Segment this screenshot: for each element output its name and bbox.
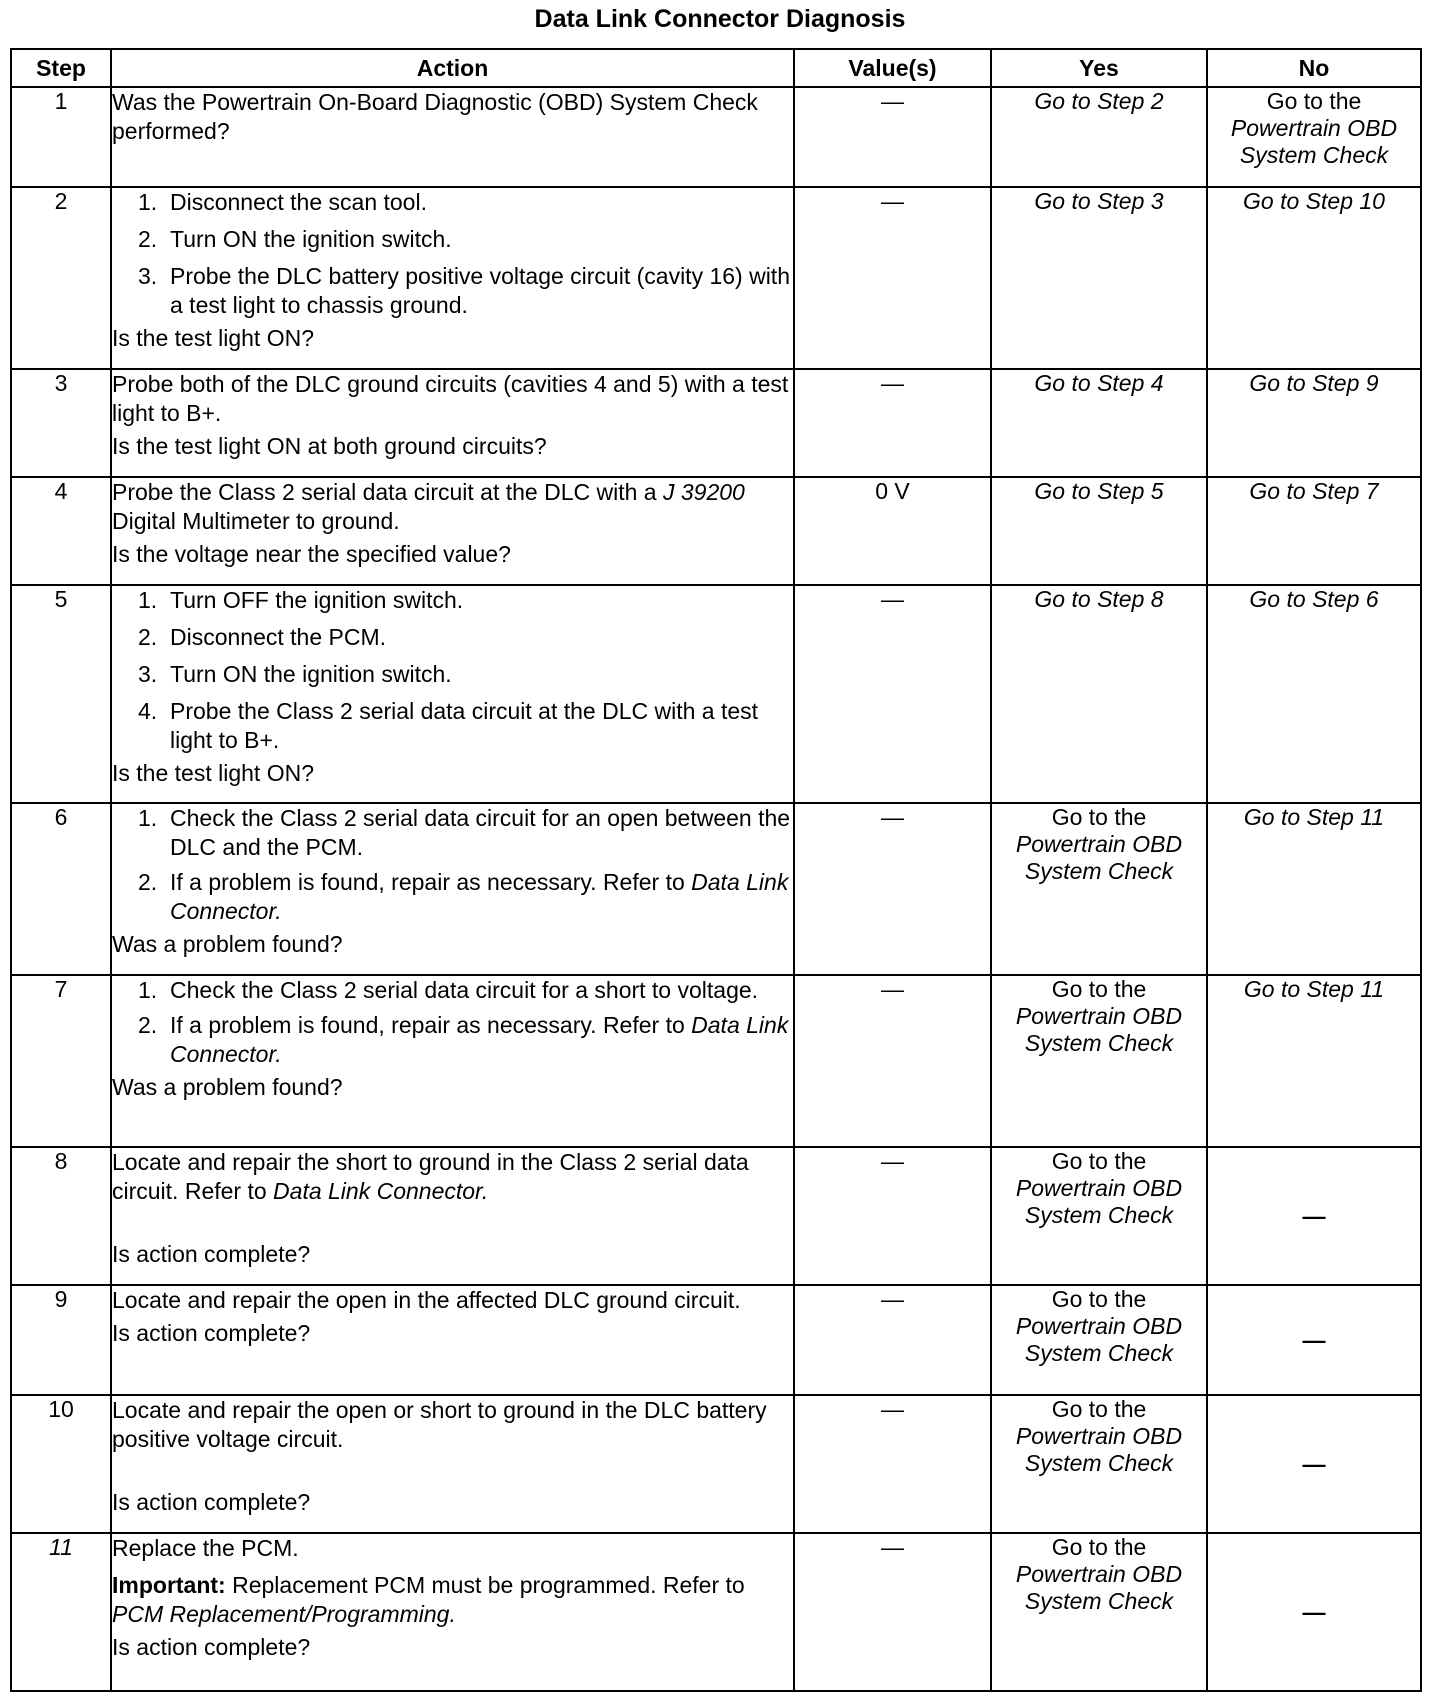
value-cell: — bbox=[794, 1147, 991, 1285]
list-number: 3. bbox=[138, 661, 158, 687]
list-number: 3. bbox=[138, 263, 158, 289]
table-row bbox=[11, 1533, 1421, 1691]
action-question: Is the test light ON? bbox=[112, 760, 314, 786]
action-text-pre: Probe the Class 2 serial data circuit at the DLC with a bbox=[112, 479, 657, 505]
step-number: 1 bbox=[11, 87, 111, 187]
list-text: Turn ON the ignition switch. bbox=[170, 226, 452, 252]
spacer bbox=[112, 1206, 793, 1236]
table-row bbox=[11, 1395, 1421, 1533]
action-cell bbox=[111, 1147, 794, 1285]
value-cell: — bbox=[794, 1285, 991, 1395]
list-text: Probe the DLC battery positive voltage circuit (cavity 16) with a test light to chassis ground. bbox=[170, 263, 790, 318]
action-question: Is the voltage near the specified value? bbox=[112, 541, 511, 567]
header-values: Value(s) bbox=[794, 49, 991, 87]
action-text: Was the Powertrain On-Board Diagnostic (OBD) System Check performed? bbox=[112, 89, 758, 144]
list-item bbox=[112, 976, 793, 1005]
list-number: 1. bbox=[138, 189, 158, 215]
yes-line1: Go to the bbox=[1051, 804, 1147, 830]
value-cell: — bbox=[794, 1395, 991, 1533]
step-number: 11 bbox=[11, 1533, 111, 1691]
list-text: Turn ON the ignition switch. bbox=[170, 661, 452, 687]
list-item bbox=[112, 623, 793, 652]
action-text: Locate and repair the open or short to ground in the DLC battery positive voltage circuit. bbox=[112, 1397, 767, 1452]
step-number: 10 bbox=[11, 1395, 111, 1533]
list-text: Probe the Class 2 serial data circuit at the DLC with a test light to B+. bbox=[170, 698, 759, 753]
header-row bbox=[11, 49, 1421, 87]
yes-line2: Powertrain OBD System Check bbox=[1015, 1423, 1183, 1476]
important-text: Replacement PCM must be programmed. Refer to bbox=[232, 1572, 745, 1598]
action-question: Is action complete? bbox=[112, 1241, 311, 1267]
yes-line1: Go to the bbox=[1051, 1286, 1147, 1312]
action-cell bbox=[111, 1285, 794, 1395]
value-cell: — bbox=[794, 187, 991, 369]
list-number: 2. bbox=[138, 226, 158, 252]
step-number: 8 bbox=[11, 1147, 111, 1285]
document-reference: PCM Replacement/Programming. bbox=[112, 1601, 456, 1627]
action-question: Was a problem found? bbox=[112, 931, 343, 957]
list-number: 1. bbox=[138, 587, 158, 613]
action-cell bbox=[111, 803, 794, 975]
list-item bbox=[112, 262, 793, 320]
value-cell: 0 V bbox=[794, 477, 991, 585]
step-number: 5 bbox=[11, 585, 111, 803]
value-cell: — bbox=[794, 87, 991, 187]
yes-cell bbox=[991, 1147, 1207, 1285]
no-cell: Go to Step 6 bbox=[1207, 585, 1421, 803]
list-number: 2. bbox=[138, 869, 158, 895]
action-question: Is the test light ON at both ground circuits? bbox=[112, 433, 547, 459]
action-question: Is action complete? bbox=[112, 1634, 311, 1660]
no-cell: Go to Step 10 bbox=[1207, 187, 1421, 369]
list-number: 2. bbox=[138, 1012, 158, 1038]
action-cell bbox=[111, 1533, 794, 1691]
no-cell: — bbox=[1207, 1147, 1421, 1285]
yes-cell bbox=[991, 1533, 1207, 1691]
table-row bbox=[11, 803, 1421, 975]
action-text: Locate and repair the open in the affected DLC ground circuit. bbox=[112, 1287, 741, 1313]
action-question: Was a problem found? bbox=[112, 1074, 343, 1100]
action-text bbox=[112, 478, 793, 536]
action-question: Is action complete? bbox=[112, 1489, 311, 1515]
table-row bbox=[11, 87, 1421, 187]
action-cell bbox=[111, 187, 794, 369]
action-cell bbox=[111, 975, 794, 1147]
list-item bbox=[112, 225, 793, 254]
header-action: Action bbox=[111, 49, 794, 87]
yes-cell: Go to Step 2 bbox=[991, 87, 1207, 187]
yes-cell: Go to Step 4 bbox=[991, 369, 1207, 477]
no-line1: Go to the bbox=[1266, 88, 1362, 114]
list-item bbox=[112, 868, 793, 926]
list-text: Check the Class 2 serial data circuit for a short to voltage. bbox=[170, 977, 759, 1003]
list-item bbox=[112, 1011, 793, 1069]
yes-line1: Go to the bbox=[1051, 1396, 1147, 1422]
document-reference: Data Link Connector. bbox=[170, 1012, 789, 1067]
no-cell bbox=[1207, 87, 1421, 187]
action-cell bbox=[111, 369, 794, 477]
important-note bbox=[112, 1571, 793, 1629]
no-cell: — bbox=[1207, 1285, 1421, 1395]
yes-line2: Powertrain OBD System Check bbox=[1015, 831, 1183, 884]
table-row bbox=[11, 1285, 1421, 1395]
action-cell bbox=[111, 87, 794, 187]
header-no: No bbox=[1207, 49, 1421, 87]
step-number: 2 bbox=[11, 187, 111, 369]
yes-cell bbox=[991, 803, 1207, 975]
no-cell: — bbox=[1207, 1395, 1421, 1533]
list-text: Disconnect the scan tool. bbox=[170, 189, 427, 215]
table-row bbox=[11, 477, 1421, 585]
header-yes: Yes bbox=[991, 49, 1207, 87]
list-number: 1. bbox=[138, 805, 158, 831]
yes-cell: Go to Step 5 bbox=[991, 477, 1207, 585]
diagnosis-table bbox=[10, 48, 1422, 1692]
step-number: 6 bbox=[11, 803, 111, 975]
no-cell: — bbox=[1207, 1533, 1421, 1691]
list-text bbox=[170, 1011, 793, 1069]
table-row bbox=[11, 975, 1421, 1147]
page-title: Data Link Connector Diagnosis bbox=[534, 5, 906, 33]
action-text bbox=[112, 1148, 793, 1206]
step-number: 7 bbox=[11, 975, 111, 1147]
table-row bbox=[11, 585, 1421, 803]
list-number: 1. bbox=[138, 977, 158, 1003]
step-number: 9 bbox=[11, 1285, 111, 1395]
table-row bbox=[11, 369, 1421, 477]
step-number: 3 bbox=[11, 369, 111, 477]
list-item bbox=[112, 697, 793, 755]
action-cell bbox=[111, 585, 794, 803]
list-number: 2. bbox=[138, 624, 158, 650]
yes-line2: Powertrain OBD System Check bbox=[1015, 1175, 1183, 1228]
action-cell bbox=[111, 477, 794, 585]
document-reference: Data Link Connector. bbox=[170, 869, 789, 924]
value-cell: — bbox=[794, 369, 991, 477]
step-number: 4 bbox=[11, 477, 111, 585]
yes-cell bbox=[991, 975, 1207, 1147]
list-text bbox=[170, 868, 793, 926]
value-cell: — bbox=[794, 585, 991, 803]
action-text: Replace the PCM. bbox=[112, 1535, 299, 1561]
action-question: Is the test light ON? bbox=[112, 325, 314, 351]
important-label: Important: bbox=[112, 1572, 226, 1598]
yes-cell bbox=[991, 1395, 1207, 1533]
value-cell: — bbox=[794, 1533, 991, 1691]
yes-line2: Powertrain OBD System Check bbox=[1015, 1313, 1183, 1366]
list-text: Check the Class 2 serial data circuit for an open between the DLC and the PCM. bbox=[170, 805, 791, 860]
no-line2: Powertrain OBD System Check bbox=[1230, 115, 1398, 168]
no-cell: Go to Step 11 bbox=[1207, 975, 1421, 1147]
value-cell: — bbox=[794, 975, 991, 1147]
spacer bbox=[112, 1454, 793, 1484]
list-item bbox=[112, 586, 793, 615]
value-cell: — bbox=[794, 803, 991, 975]
yes-cell: Go to Step 8 bbox=[991, 585, 1207, 803]
header-step: Step bbox=[11, 49, 111, 87]
document-reference: Data Link Connector. bbox=[273, 1178, 489, 1204]
action-text: Probe both of the DLC ground circuits (cavities 4 and 5) with a test light to B+. bbox=[112, 371, 789, 426]
no-cell: Go to Step 9 bbox=[1207, 369, 1421, 477]
list-text-pre: If a problem is found, repair as necessary. Refer to bbox=[170, 1012, 685, 1038]
tool-reference: J 39200 bbox=[662, 479, 745, 505]
yes-cell: Go to Step 3 bbox=[991, 187, 1207, 369]
yes-line1: Go to the bbox=[1051, 1148, 1147, 1174]
list-item bbox=[112, 660, 793, 689]
yes-line1: Go to the bbox=[1051, 976, 1147, 1002]
no-cell: Go to Step 7 bbox=[1207, 477, 1421, 585]
list-text: Turn OFF the ignition switch. bbox=[170, 587, 464, 613]
list-item bbox=[112, 188, 793, 217]
list-text: Disconnect the PCM. bbox=[170, 624, 387, 650]
list-number: 4. bbox=[138, 698, 158, 724]
yes-line1: Go to the bbox=[1051, 1534, 1147, 1560]
list-item bbox=[112, 804, 793, 862]
action-cell bbox=[111, 1395, 794, 1533]
table-row bbox=[11, 187, 1421, 369]
action-text-pre: Locate and repair the short to ground in the Class 2 serial data circuit. Refer to bbox=[112, 1149, 749, 1204]
action-question: Is action complete? bbox=[112, 1320, 311, 1346]
list-text-pre: If a problem is found, repair as necessary. Refer to bbox=[170, 869, 685, 895]
action-text-post: Digital Multimeter to ground. bbox=[112, 508, 400, 534]
table-row bbox=[11, 1147, 1421, 1285]
yes-line2: Powertrain OBD System Check bbox=[1015, 1561, 1183, 1614]
yes-line2: Powertrain OBD System Check bbox=[1015, 1003, 1183, 1056]
no-cell: Go to Step 11 bbox=[1207, 803, 1421, 975]
yes-cell bbox=[991, 1285, 1207, 1395]
